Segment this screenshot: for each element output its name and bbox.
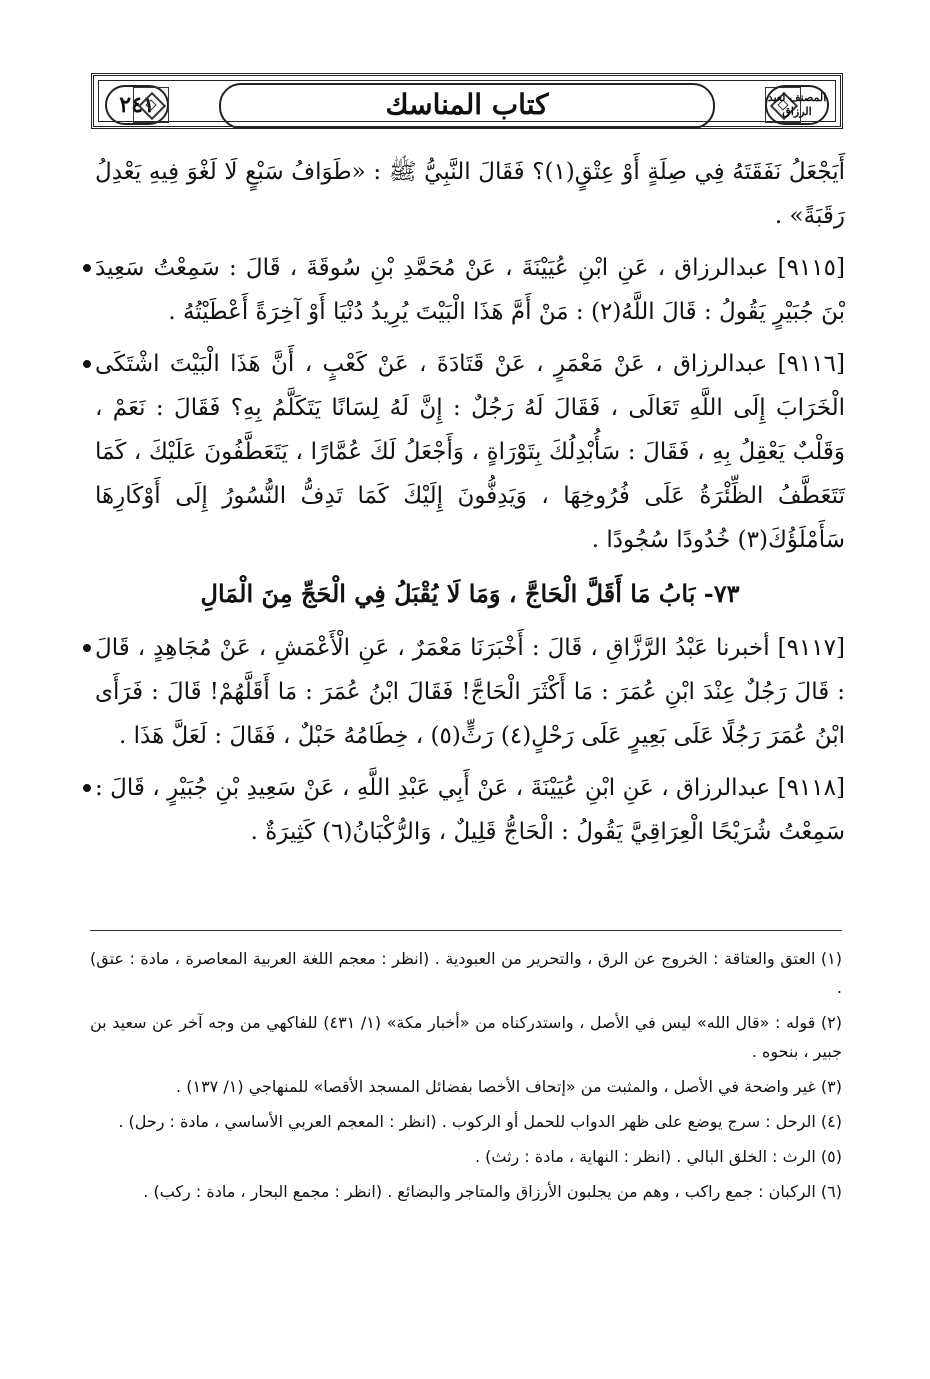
footnote-4: (٤) الرحل : سرج يوضع على ظهر الدواب للحمل أو الركوب . (انظر : المعجم العربي الأساسي ، مادة : رحل) . <box>118 1112 842 1131</box>
hadith-9116: [٩١١٦] عبدالرزاق ، عَنْ مَعْمَرٍ ، عَنْ قَتَادَةَ ، عَنْ كَعْبٍ ، أَنَّ هَذَا الْبَيْتَ اشْتَكَى الْخَرَابَ إِلَى اللَّهِ تَعَالَى ، فَقَالَ لَهُ رَجُلٌ : إِنَّ لَهُ لِسَانًا يَتَكَلَّمُ بِهِ؟ فَقَالَ : نَعَمْ ، وَقَلْبٌ يَعْقِلُ بِهِ ، فَقَالَ : سَأُبْدِلُكَ بِتَوْرَاةٍ ، وَأَجْعَلُ لَكَ عُمَّارًا ، يَتَعَطَّفُونَ عَلَيْكَ ، كَمَا تَتَعَطَّفُ الظِّئْرَةُ عَلَى فُرُوخِهَا ، وَيَدِفُّونَ إِلَيْكَ كَمَا تَدِفُّ النُّسُورُ إِلَى أَوْكَارِهَا سَأَمْلَؤُكَ(٣) خُدُودًا سُجُودًا . <box>95 342 845 562</box>
main-text <box>95 150 845 862</box>
footnote-3: (٣) غير واضحة في الأصل ، والمثبت من «إتحاف الأخصا بفضائل المسجد الأقصا» للمنهاجي (١/ ١٣٧) . <box>176 1077 842 1096</box>
hadith-9118: [٩١١٨] عبدالرزاق ، عَنِ ابْنِ عُيَيْنَةَ ، عَنْ أَبِي عَبْدِ اللَّهِ ، عَنْ سَعِيدِ بْنِ جُبَيْرٍ ، قَالَ : سَمِعْتُ شُرَيْحًا الْعِرَاقِيَّ يَقُولُ : الْحَاجُّ قَلِيلٌ ، وَالرُّكْبَانُ(٦) كَثِيرَةٌ . <box>95 766 845 854</box>
hadith-9115: [٩١١٥] عبدالرزاق ، عَنِ ابْنِ عُيَيْنَةَ ، عَنْ مُحَمَّدِ بْنِ سُوقَةَ ، قَالَ : سَمِعْتُ سَعِيدَ بْنَ جُبَيْرٍ يَقُولُ : قَالَ اللَّهُ(٢) : مَنْ أَمَّ هَذَا الْبَيْتَ يُرِيدُ دُنْيَا أَوْ آخِرَةً أَعْطَيْتُهُ . <box>95 246 845 334</box>
book-title: كتاب المناسك <box>219 83 715 129</box>
paragraph-continuation: أَيَجْعَلُ نَفَقَتَهُ فِي صِلَةٍ أَوْ عِتْقٍ(١)؟ فَقَالَ النَّبِيُّ ﷺ : «طَوَافُ سَبْعٍ لَا لَغْوَ فِيهِ يَعْدِلُ رَقَبَةً» . <box>95 159 846 229</box>
page-number: ٢٤١ <box>105 85 169 125</box>
footnote-5: (٥) الرث : الخلق البالي . (انظر : النهاية ، مادة : رثث) . <box>474 1147 842 1166</box>
footnote-2: (٢) قوله : «قال الله» ليس في الأصل ، واستدركناه من «أخبار مكة» (١/ ٤٣١) للفاكهي من وجه آخر عن سعيد بن جبير ، بنحوه . <box>90 1013 842 1061</box>
ornament-left-icon <box>133 87 169 123</box>
page-header <box>91 73 843 129</box>
footnote-6: (٦) الركبان : جمع راكب ، وهم من يجلبون الأرزاق والمتاجر والبضائع . (انظر : مجمع البحار ، مادة : ركب) . <box>143 1182 842 1201</box>
hadith-9117: [٩١١٧] أخبرنا عَبْدُ الرَّزَّاقِ ، قَالَ : أَخْبَرَنَا مَعْمَرٌ ، عَنِ الْأَعْمَشِ ، عَنْ مُجَاهِدٍ ، قَالَ : قَالَ رَجُلٌ عِنْدَ ابْنِ عُمَرَ : مَا أَكْثَرَ الْحَاجَّ! فَقَالَ ابْنُ عُمَرَ : مَا أَقَلَّهُمْ! قَالَ : فَرَأَى ابْنُ عُمَرَ رَجُلًا عَلَى بَعِيرٍ عَلَى رَحْلٍ(٤) رَثٍّ(٥) ، خِطَامُهُ حَبْلٌ ، فَقَالَ : لَعَلَّ هَذَا . <box>95 626 845 758</box>
emblem-logo: المصنف لعبد الرزاق <box>765 85 829 125</box>
chapter-heading: ٧٣- بَابُ مَا أَقَلَّ الْحَاجَّ ، وَمَا لَا يُقْبَلُ فِي الْحَجِّ مِنَ الْمَالِ <box>200 579 740 608</box>
footnotes <box>90 944 842 1212</box>
footnote-1: (١) العتق والعتاقة : الخروج عن الرق ، والتحرير من العبودية . (انظر : معجم اللغة العربية المعاصرة ، مادة : عتق) . <box>90 949 842 997</box>
footnote-divider <box>90 930 842 931</box>
header-frame <box>98 80 836 122</box>
